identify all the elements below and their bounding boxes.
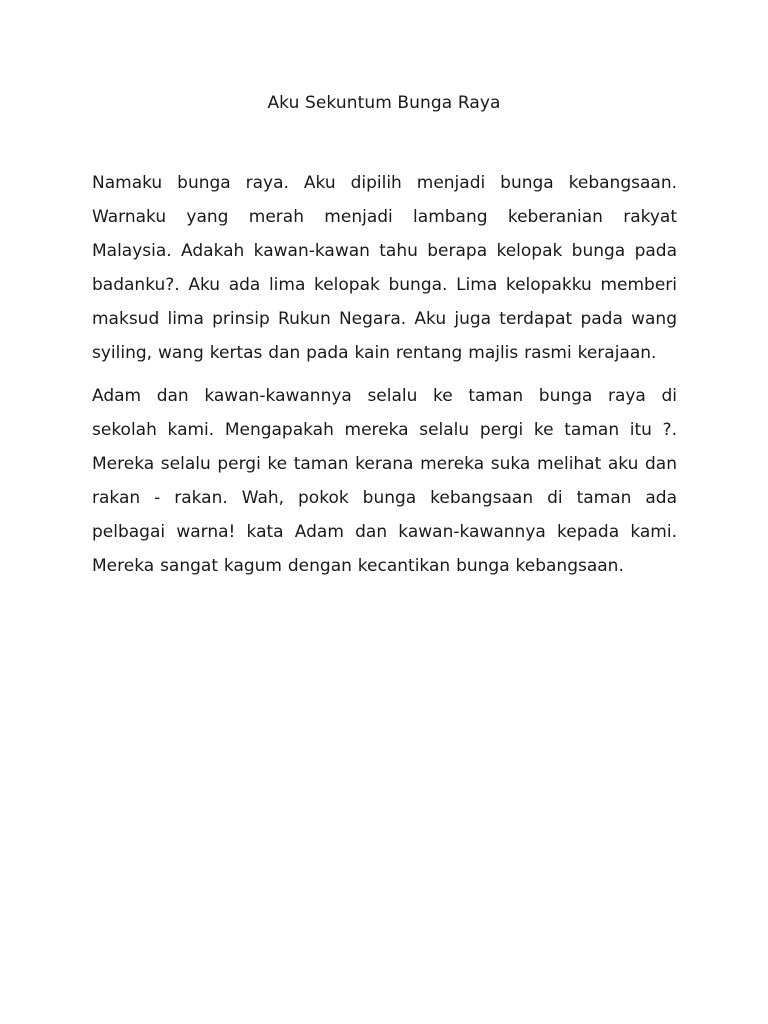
paragraph-2	[92, 379, 677, 583]
paragraph-1-line-6: syiling, wang kertas dan pada kain rentang majlis rasmi kerajaan.	[92, 343, 657, 363]
paragraph-2-line-4: rakan - rakan. Wah, pokok bunga kebangsaan di taman ada	[92, 488, 677, 508]
paragraph-2-line-1: Adam dan kawan-kawannya selalu ke taman bunga raya di	[92, 386, 677, 406]
paragraph-2-line-3: Mereka selalu pergi ke taman kerana mereka suka melihat aku dan	[92, 454, 677, 474]
paragraph-1	[92, 166, 677, 370]
paragraph-2-line-5: pelbagai warna! kata Adam dan kawan-kawannya kepada kami.	[92, 522, 677, 542]
paragraph-1-line-1: Namaku bunga raya. Aku dipilih menjadi bunga kebangsaan.	[92, 173, 677, 193]
paragraph-2-line-6: Mereka sangat kagum dengan kecantikan bunga kebangsaan.	[92, 556, 624, 576]
paragraph-2-line-2: sekolah kami. Mengapakah mereka selalu pergi ke taman itu ?.	[92, 420, 677, 440]
paragraph-1-line-5: maksud lima prinsip Rukun Negara. Aku juga terdapat pada wang	[92, 309, 677, 329]
paragraph-1-line-2: Warnaku yang merah menjadi lambang keberanian rakyat	[92, 207, 677, 227]
document-title: Aku Sekuntum Bunga Raya	[267, 93, 501, 113]
paragraph-1-line-3: Malaysia. Adakah kawan-kawan tahu berapa kelopak bunga pada	[92, 241, 677, 261]
paragraph-1-line-4: badanku?. Aku ada lima kelopak bunga. Lima kelopakku memberi	[92, 275, 677, 295]
